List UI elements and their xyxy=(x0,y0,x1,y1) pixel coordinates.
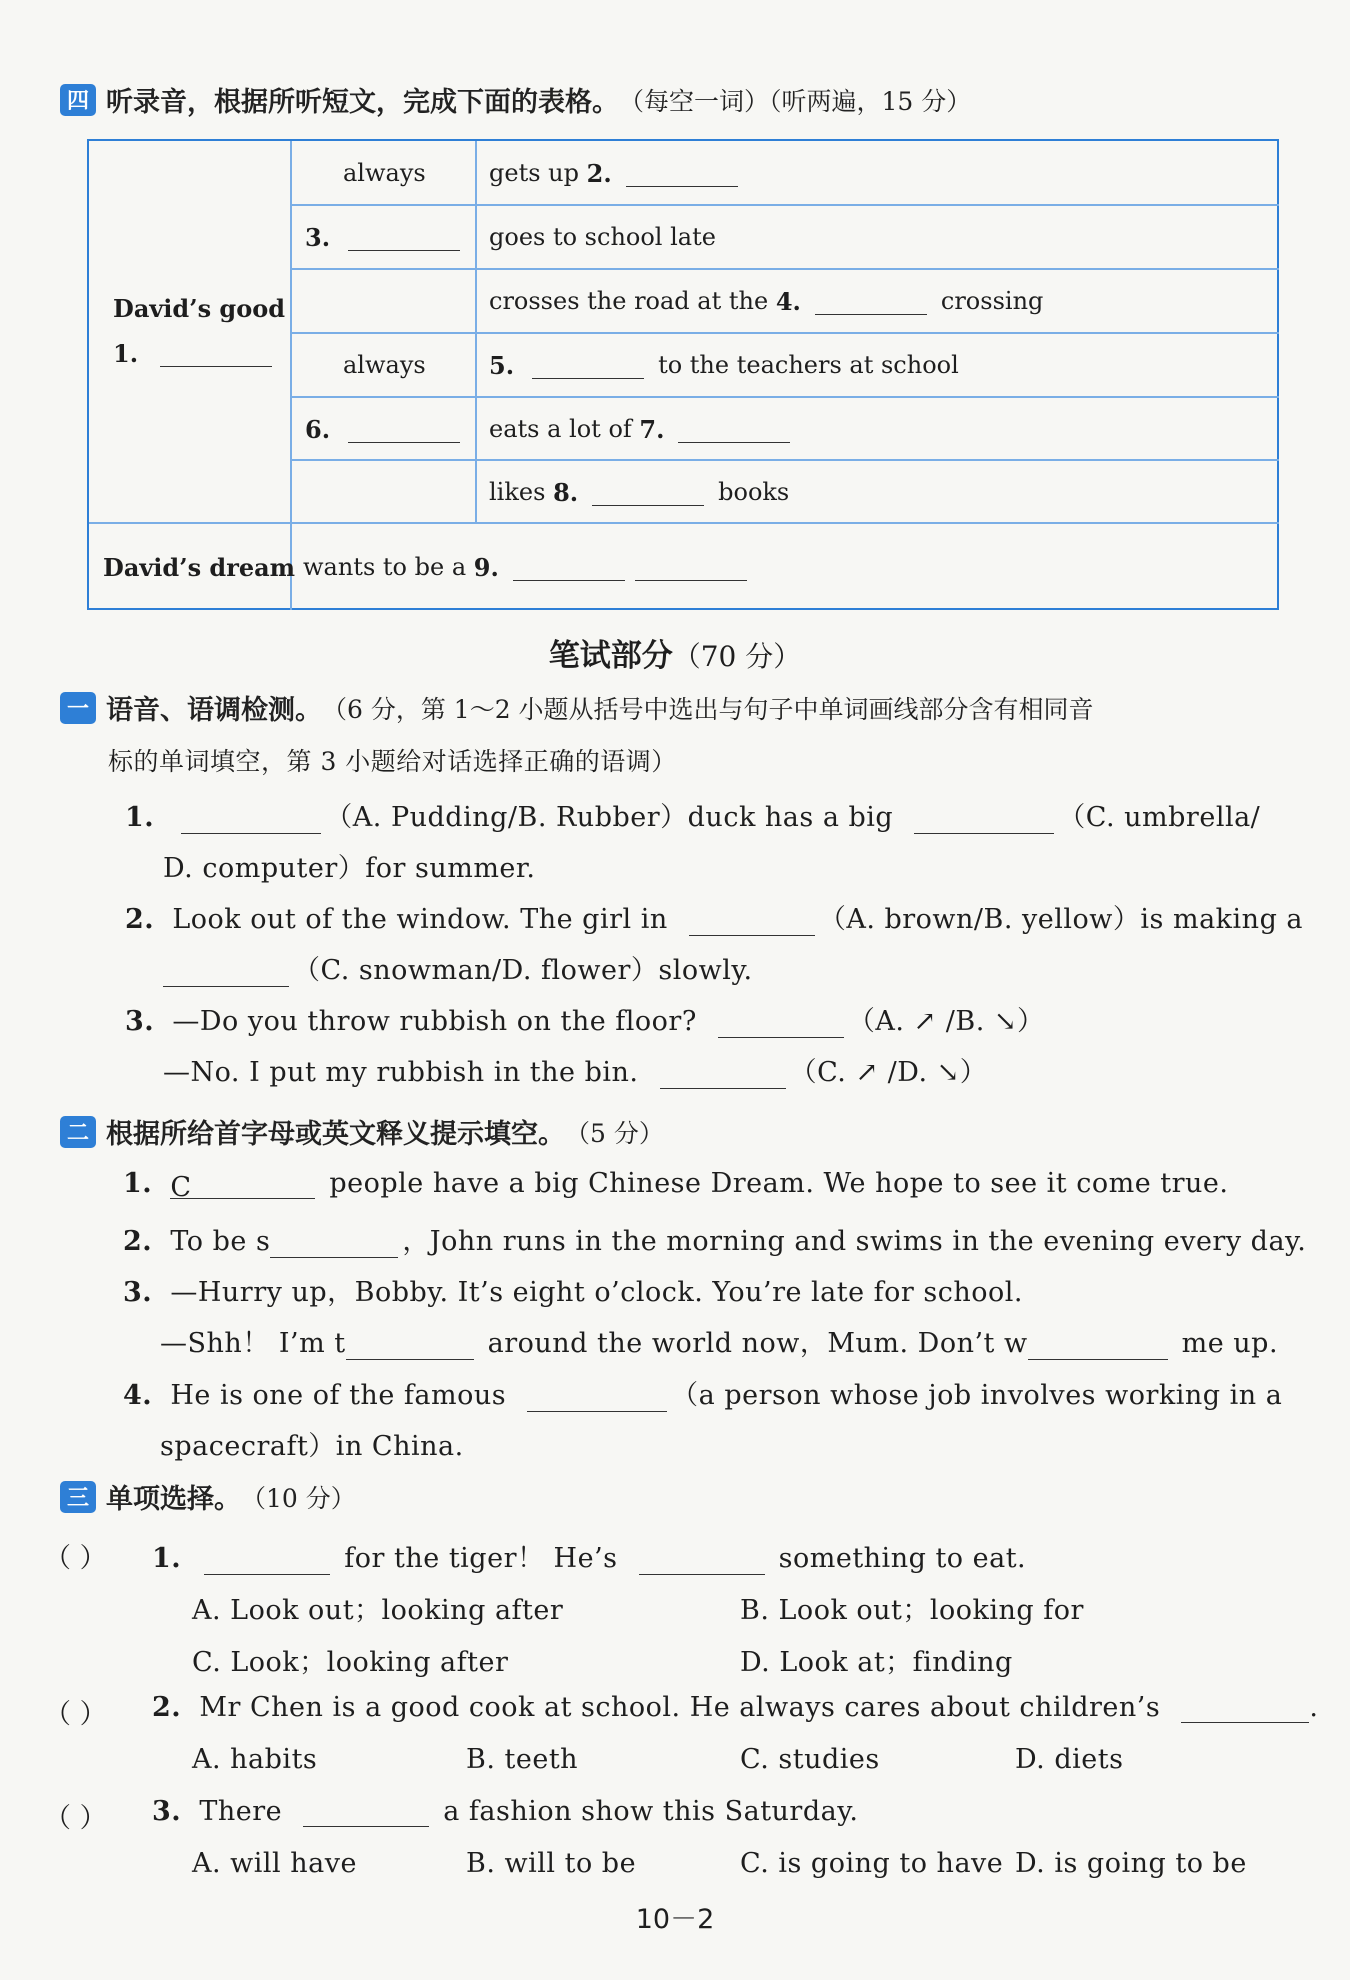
choice-q3-opt-c[interactable]: C. is going to have xyxy=(740,1848,1004,1879)
row2-text: goes to school late xyxy=(489,223,716,251)
dream-label: David’s dream xyxy=(103,552,296,582)
choice-section-header xyxy=(60,1477,356,1516)
choice-q1-opt-c[interactable]: C. Look；looking after xyxy=(192,1647,509,1678)
fill-q3-line1: 3. —Hurry up，Bobby. It’s eight o’clock. You’re late for school. xyxy=(123,1277,1024,1308)
listening-title: 听录音，根据所听短文，完成下面的表格。 xyxy=(106,87,619,118)
choice-q2-opt-c[interactable]: C. studies xyxy=(740,1744,880,1775)
row6-text[interactable]: likes 8. books xyxy=(489,477,790,507)
good-label: David’s good xyxy=(113,293,286,323)
fill-q4-line1[interactable]: 4. He is one of the famous （a person whose job involves working in a xyxy=(123,1380,1283,1411)
blank-3[interactable]: 3. xyxy=(305,219,460,255)
dream-text[interactable]: wants to be a 9. xyxy=(303,549,747,585)
row4-text[interactable]: 5. to the teachers at school xyxy=(489,350,959,380)
choice-q2-opt-b[interactable]: B. teeth xyxy=(466,1744,579,1775)
choice-q3-opt-b[interactable]: B. will to be xyxy=(466,1848,637,1879)
listening-note: （每空一词）（听两遍，15 分） xyxy=(619,86,972,116)
row1-text[interactable]: gets up 2. xyxy=(489,155,738,191)
fill-q4-line2: spacecraft）in China. xyxy=(160,1431,464,1462)
phonics-q1-line2: D. computer）for summer. xyxy=(163,853,536,884)
fill-in-section-header xyxy=(60,1112,664,1151)
page-number: 10－2 xyxy=(635,1904,715,1935)
answer-paren-1[interactable]: （ ） xyxy=(44,1543,107,1574)
choice-q3[interactable]: 3. There a fashion show this Saturday. xyxy=(152,1796,859,1827)
phonics-q2-line1[interactable]: 2. Look out of the window. The girl in （A. brown/B. yellow）is making a xyxy=(125,904,1304,935)
phonics-q1-line1[interactable]: 1. （A. Pudding/B. Rubber）duck has a big （C. umbrella/ xyxy=(125,802,1261,833)
answer-paren-2[interactable]: （ ） xyxy=(44,1699,107,1730)
choice-q2-opt-a[interactable]: A. habits xyxy=(192,1744,318,1775)
answer-paren-3[interactable]: （ ） xyxy=(44,1803,107,1834)
fill-q3-line2[interactable]: —Shh！ I’m t around the world now，Mum. Don’t w me up. xyxy=(160,1328,1279,1359)
written-part-title: 笔试部分（70 分） xyxy=(548,638,802,674)
listening-table xyxy=(87,139,1279,610)
choice-q1[interactable]: 1. for the tiger！ He’s something to eat. xyxy=(152,1543,1027,1574)
fill-in-title: 根据所给首字母或英文释义提示填空。 xyxy=(106,1119,565,1150)
section-badge-1: 一 xyxy=(60,692,96,724)
phonics-note-1: （6 分，第 1～2 小题从括号中选出与句子中单词画线部分含有相同音 xyxy=(322,694,1094,724)
choice-q1-opt-d[interactable]: D. Look at；finding xyxy=(740,1647,1013,1678)
listening-section-header xyxy=(60,80,971,119)
choice-q2-opt-d[interactable]: D. diets xyxy=(1015,1744,1124,1775)
phonics-q2-line2[interactable]: （C. snowman/D. flower）slowly. xyxy=(163,948,753,987)
section-badge-3: 三 xyxy=(60,1481,96,1513)
phonics-section-header xyxy=(60,688,1094,727)
choice-title: 单项选择。 xyxy=(106,1484,241,1515)
choice-q2[interactable]: 2. Mr Chen is a good cook at school. He always cares about children’s . xyxy=(152,1692,1319,1723)
section-badge-2: 二 xyxy=(60,1116,96,1148)
blank-6[interactable]: 6. xyxy=(305,411,460,447)
choice-q3-opt-d[interactable]: D. is going to be xyxy=(1015,1848,1247,1879)
blank-1[interactable]: 1. xyxy=(113,336,272,370)
choice-note: （10 分） xyxy=(241,1483,356,1513)
phonics-note-2: 标的单词填空，第 3 小题给对话选择正确的语调） xyxy=(108,747,677,776)
phonics-title: 语音、语调检测。 xyxy=(106,695,322,726)
choice-q1-opt-a[interactable]: A. Look out；looking after xyxy=(192,1595,564,1626)
phonics-q3-line1[interactable]: 3. —Do you throw rubbish on the floor? （A. ↗ /B. ↘） xyxy=(125,1006,1045,1037)
freq-row4: always xyxy=(343,351,426,379)
row3-text[interactable]: crosses the road at the 4. crossing xyxy=(489,286,1044,316)
choice-q3-opt-a[interactable]: A. will have xyxy=(192,1848,357,1879)
row5-text[interactable]: eats a lot of 7. xyxy=(489,411,790,447)
section-badge-4: 四 xyxy=(60,84,96,116)
fill-q2[interactable]: 2. To be s ，John runs in the morning and swims in the evening every day. xyxy=(123,1226,1307,1257)
fill-in-note: （5 分） xyxy=(565,1118,664,1148)
phonics-q3-line2[interactable]: —No. I put my rubbish in the bin. （C. ↗ /D. ↘） xyxy=(163,1057,988,1088)
fill-q1[interactable]: 1. C people have a big Chinese Dream. We hope to see it come true. xyxy=(123,1168,1229,1203)
freq-row1: always xyxy=(343,159,426,187)
choice-q1-opt-b[interactable]: B. Look out；looking for xyxy=(740,1595,1084,1626)
